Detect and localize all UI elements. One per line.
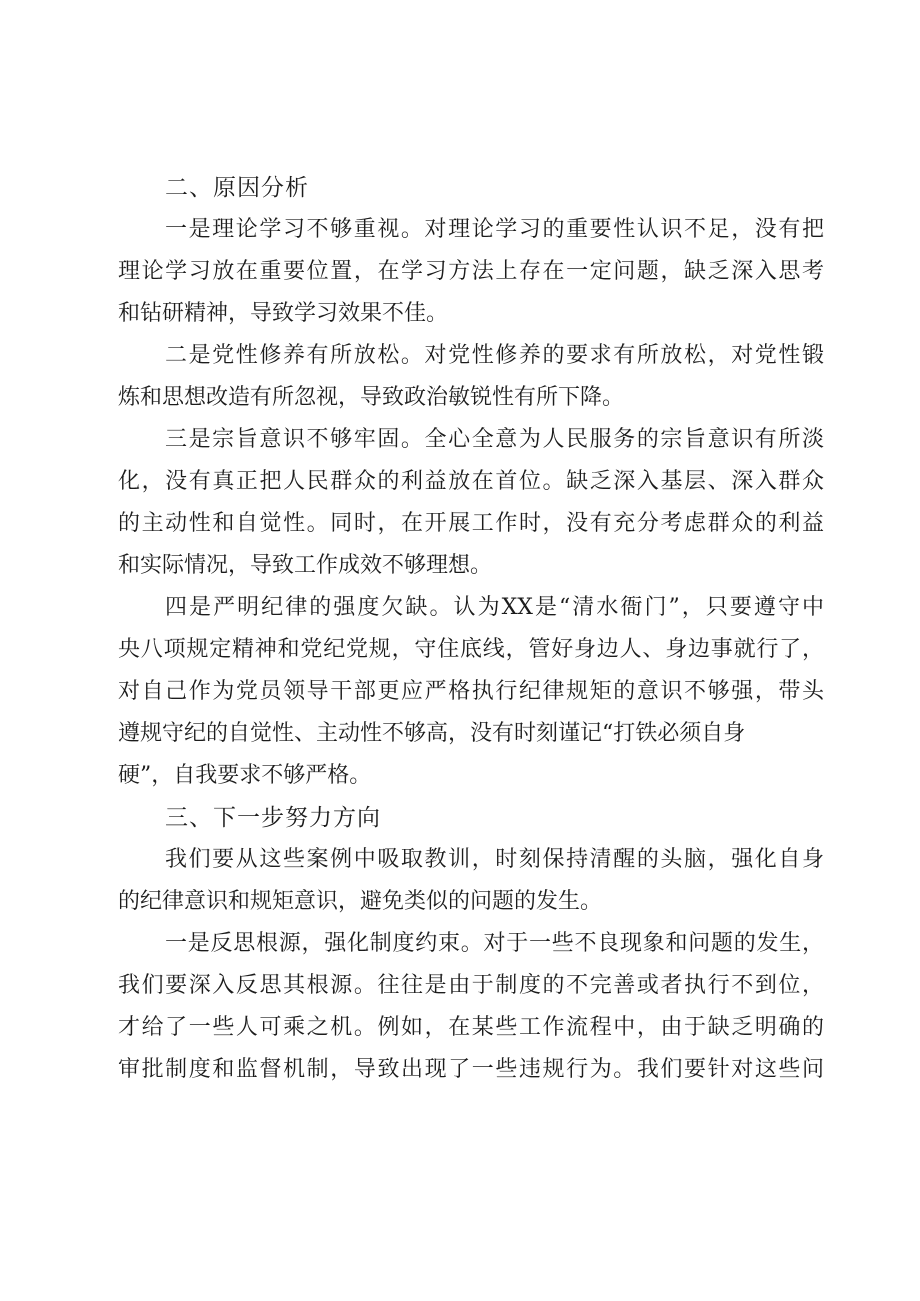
paragraph-purpose-awareness	[118, 419, 824, 587]
paragraph-line: 四是严明纪律的强度欠缺。认为XX是“清水衙门”，只要遵守中	[165, 595, 824, 620]
paragraph-line: 的纪律意识和规矩意识，避免类似的问题的发生。	[118, 889, 603, 914]
paragraph-line: 对自己作为党员领导干部更应严格执行纪律规矩的意识不够强，带头	[118, 679, 824, 704]
paragraph-line: 炼和思想改造有所忽视，导致政治敏锐性有所下降。	[118, 385, 625, 410]
document-body	[118, 167, 824, 1091]
paragraph-line: 才给了一些人可乘之机。例如，在某些工作流程中，由于缺乏明确的	[118, 1015, 824, 1040]
paragraph-line: 一是反思根源，强化制度约束。对于一些不良现象和问题的发生，	[165, 931, 824, 956]
paragraph-line: 理论学习放在重要位置，在学习方法上存在一定问题，缺乏深入思考	[118, 259, 824, 284]
paragraph-theory-study	[118, 209, 824, 335]
paragraph-line: 和实际情况，导致工作成效不够理想。	[118, 553, 493, 578]
paragraph-line: 央八项规定精神和党纪党规，守住底线，管好身边人、身边事就行了，	[118, 637, 824, 662]
paragraph-lessons	[118, 839, 824, 923]
paragraph-line: 我们要从这些案例中吸取教训，时刻保持清醒的头脑，强化自身	[165, 847, 824, 872]
section-heading-next-steps: 三、下一步努力方向	[165, 805, 381, 831]
paragraph-line: 的主动性和自觉性。同时，在开展工作时，没有充分考虑群众的利益	[118, 511, 824, 536]
paragraph-discipline	[118, 587, 824, 797]
paragraph-line: 和钻研精神，导致学习效果不佳。	[118, 301, 449, 326]
paragraph-root-causes	[118, 923, 824, 1091]
paragraph-line: 硬”，自我要求不够严格。	[118, 763, 372, 788]
paragraph-line: 一是理论学习不够重视。对理论学习的重要性认识不足，没有把	[165, 217, 824, 242]
paragraph-line: 化，没有真正把人民群众的利益放在首位。缺乏深入基层、深入群众	[118, 469, 824, 494]
paragraph-line: 审批制度和监督机制，导致出现了一些违规行为。我们要针对这些问	[118, 1057, 824, 1082]
paragraph-line: 遵规守纪的自觉性、主动性不够高，没有时刻谨记“打铁必须自身	[118, 721, 746, 746]
paragraph-party-cultivation	[118, 335, 824, 419]
paragraph-line: 三是宗旨意识不够牢固。全心全意为人民服务的宗旨意识有所淡	[165, 427, 824, 452]
paragraph-line: 二是党性修养有所放松。对党性修养的要求有所放松，对党性锻	[165, 343, 824, 368]
section-heading-cause-analysis: 二、原因分析	[165, 175, 309, 201]
paragraph-line: 我们要深入反思其根源。往往是由于制度的不完善或者执行不到位，	[118, 973, 824, 998]
